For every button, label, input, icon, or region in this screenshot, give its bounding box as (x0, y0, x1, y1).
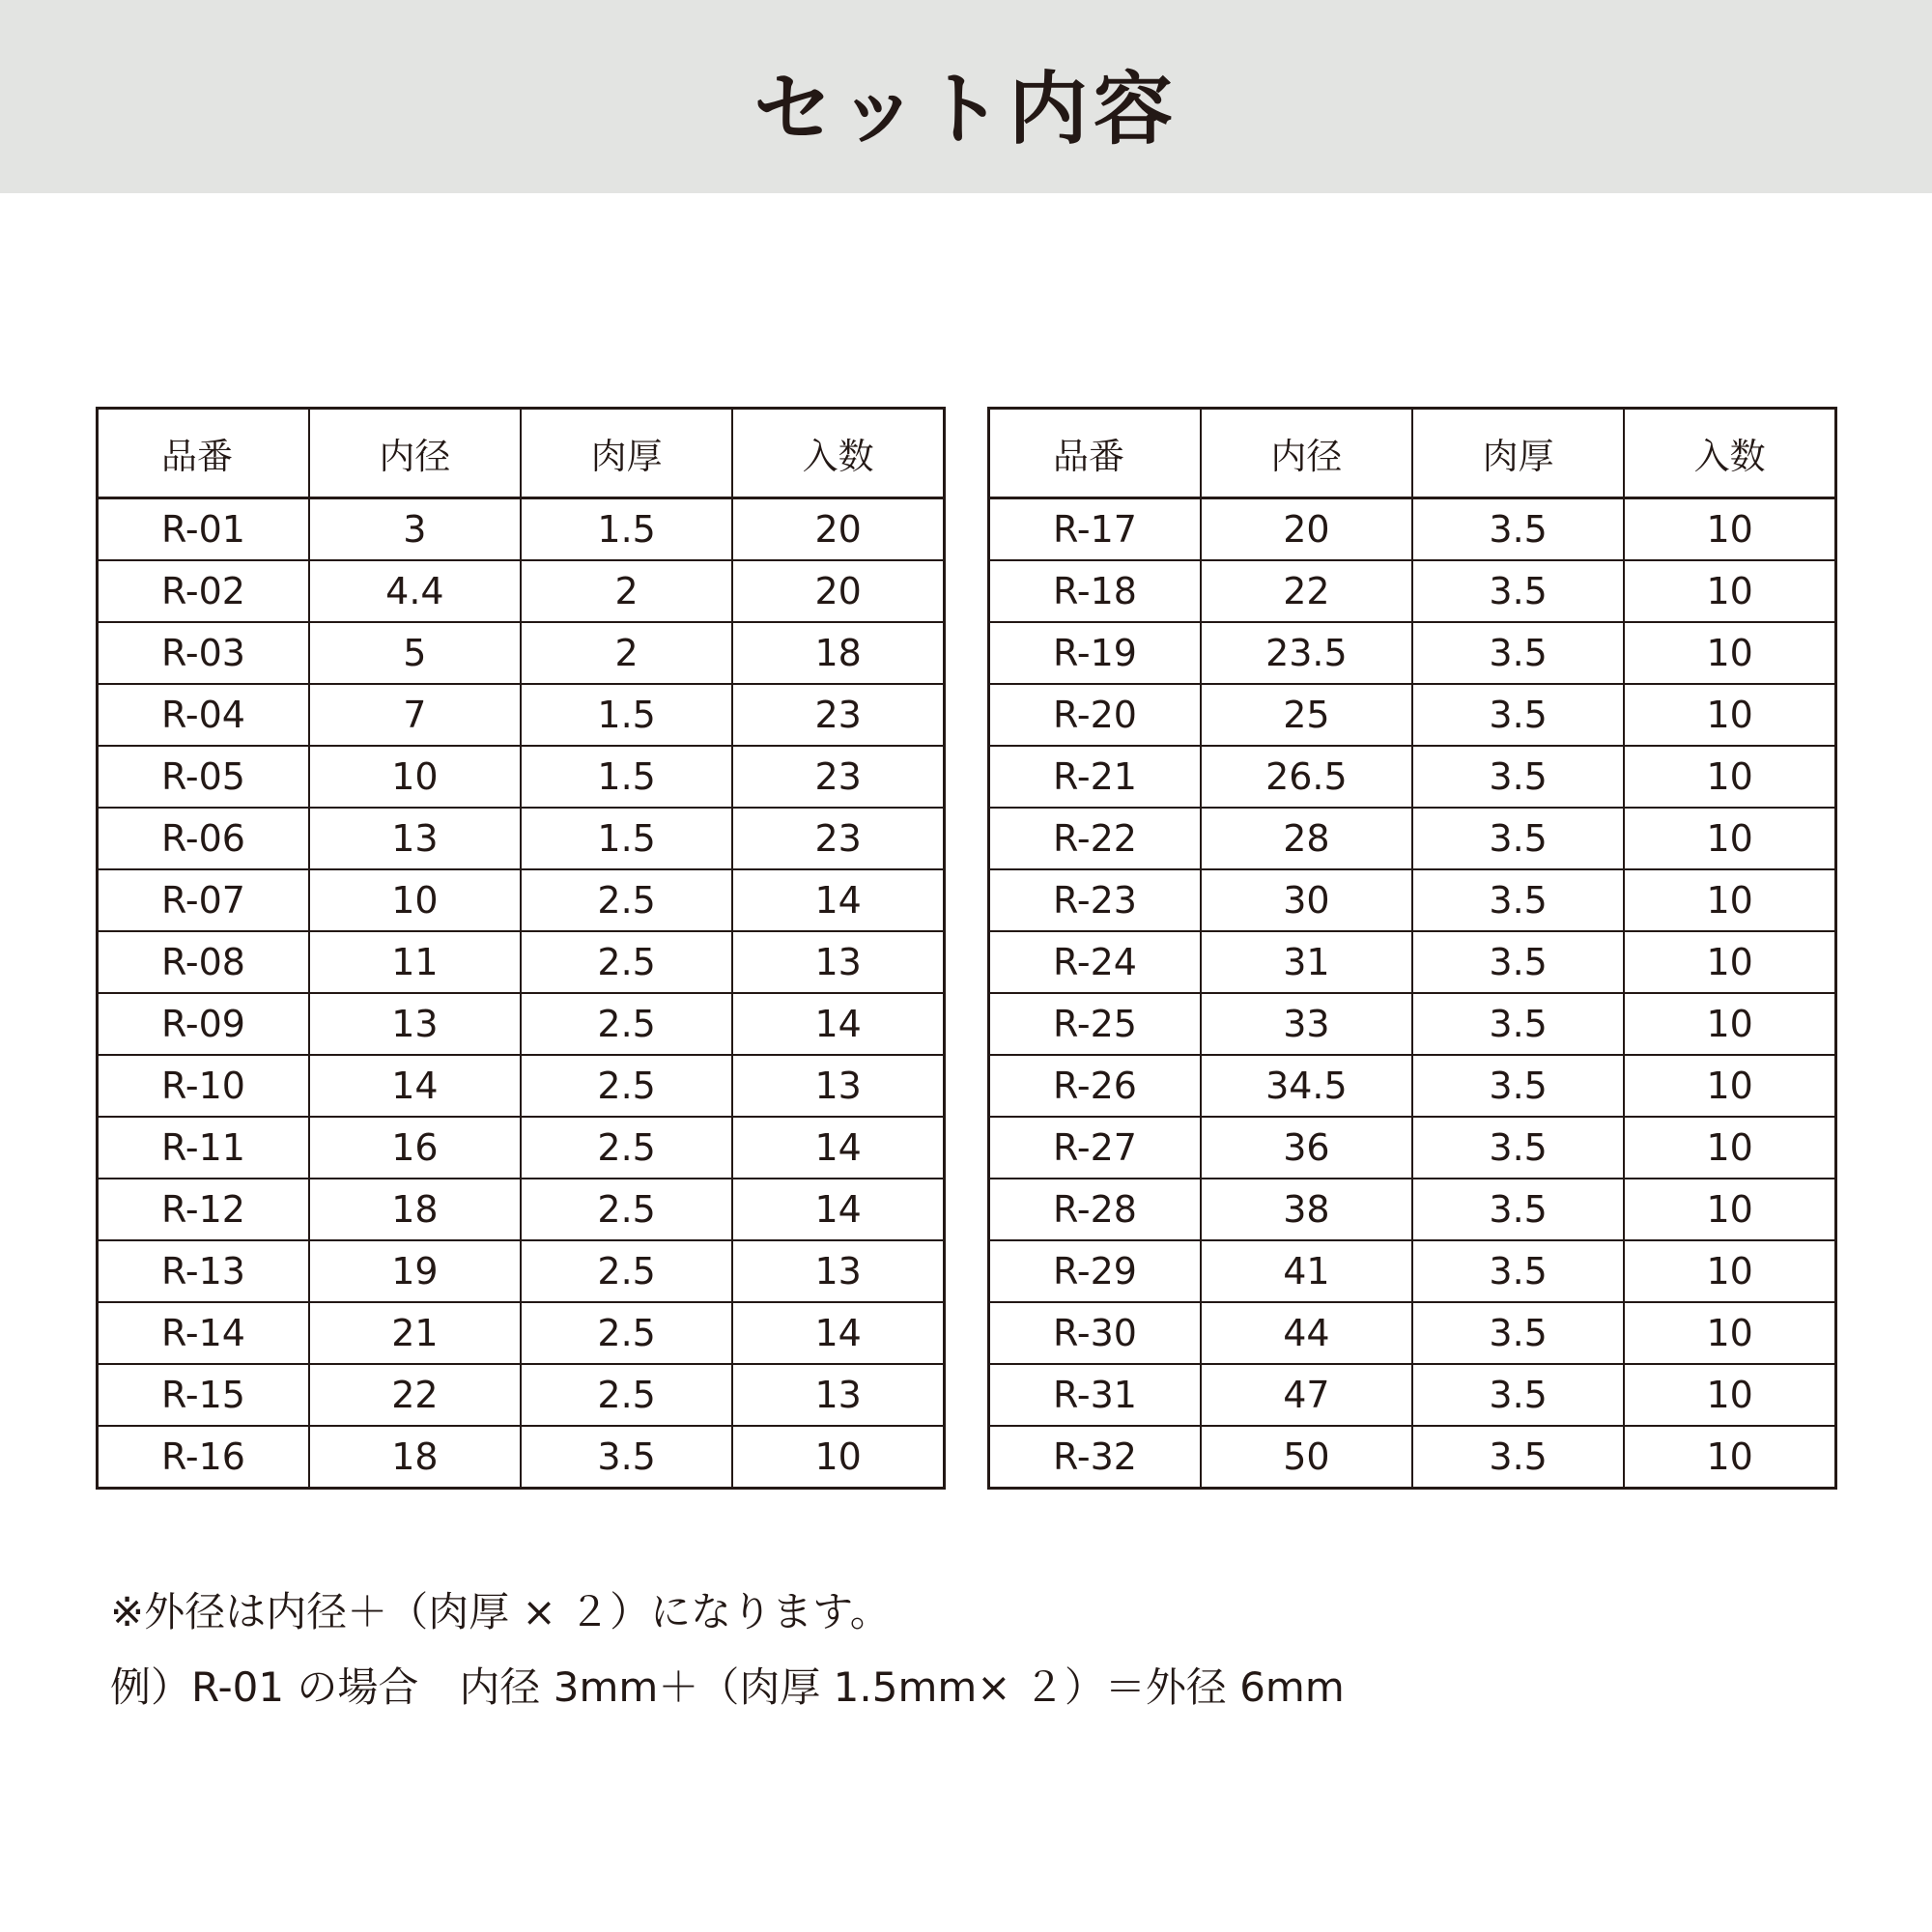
cell-quantity: 14 (732, 1117, 944, 1179)
cell-part-number: R-14 (98, 1302, 309, 1364)
cell-thickness: 1.5 (521, 746, 732, 808)
cell-thickness: 3.5 (1412, 1364, 1624, 1426)
cell-inner-diameter: 44 (1201, 1302, 1412, 1364)
table-header-row (98, 409, 945, 498)
cell-quantity: 10 (1624, 993, 1835, 1055)
cell-quantity: 10 (1624, 684, 1835, 746)
cell-thickness: 3.5 (1412, 1055, 1624, 1117)
cell-inner-diameter: 10 (309, 869, 521, 931)
cell-thickness: 3.5 (1412, 1117, 1624, 1179)
cell-thickness: 3.5 (1412, 869, 1624, 931)
table-row (989, 560, 1836, 622)
cell-inner-diameter: 10 (309, 746, 521, 808)
note-outer-diameter-formula: ※外径は内径＋（肉厚 × ２）になります。 (110, 1588, 891, 1635)
cell-thickness: 2.5 (521, 931, 732, 993)
page-title: セット内容 (753, 63, 1179, 156)
cell-thickness: 3.5 (1412, 1302, 1624, 1364)
cell-quantity: 14 (732, 993, 944, 1055)
cell-part-number: R-32 (989, 1426, 1201, 1489)
cell-inner-diameter: 13 (309, 808, 521, 869)
cell-part-number: R-18 (989, 560, 1201, 622)
table-row (98, 622, 945, 684)
table-header-row (989, 409, 1836, 498)
cell-quantity: 10 (1624, 1302, 1835, 1364)
cell-part-number: R-22 (989, 808, 1201, 869)
table-row (98, 560, 945, 622)
cell-part-number: R-02 (98, 560, 309, 622)
cell-inner-diameter: 41 (1201, 1240, 1412, 1302)
cell-thickness: 3.5 (1412, 1426, 1624, 1489)
table-row (98, 1426, 945, 1489)
cell-inner-diameter: 18 (309, 1426, 521, 1489)
cell-quantity: 13 (732, 931, 944, 993)
cell-quantity: 10 (1624, 1426, 1835, 1489)
cell-quantity: 10 (732, 1426, 944, 1489)
cell-inner-diameter: 50 (1201, 1426, 1412, 1489)
cell-quantity: 20 (732, 498, 944, 561)
table-row (989, 622, 1836, 684)
cell-part-number: R-13 (98, 1240, 309, 1302)
cell-inner-diameter: 4.4 (309, 560, 521, 622)
table-row (98, 746, 945, 808)
cell-quantity: 18 (732, 622, 944, 684)
cell-inner-diameter: 26.5 (1201, 746, 1412, 808)
cell-thickness: 3.5 (1412, 560, 1624, 622)
table-row (989, 1364, 1836, 1426)
cell-quantity: 13 (732, 1240, 944, 1302)
cell-part-number: R-19 (989, 622, 1201, 684)
cell-thickness: 1.5 (521, 808, 732, 869)
cell-part-number: R-24 (989, 931, 1201, 993)
cell-part-number: R-05 (98, 746, 309, 808)
cell-part-number: R-25 (989, 993, 1201, 1055)
column-header-quantity: 入数 (732, 409, 944, 498)
table-body-left (98, 498, 945, 1489)
cell-inner-diameter: 18 (309, 1179, 521, 1240)
cell-part-number: R-12 (98, 1179, 309, 1240)
cell-quantity: 10 (1624, 869, 1835, 931)
table-row (98, 498, 945, 561)
cell-part-number: R-17 (989, 498, 1201, 561)
cell-part-number: R-27 (989, 1117, 1201, 1179)
cell-quantity: 10 (1624, 1055, 1835, 1117)
cell-thickness: 1.5 (521, 498, 732, 561)
cell-quantity: 10 (1624, 622, 1835, 684)
table-row (98, 869, 945, 931)
cell-inner-diameter: 30 (1201, 869, 1412, 931)
cell-thickness: 3.5 (1412, 931, 1624, 993)
cell-part-number: R-11 (98, 1117, 309, 1179)
cell-part-number: R-30 (989, 1302, 1201, 1364)
column-header-thickness: 肉厚 (1412, 409, 1624, 498)
cell-thickness: 2.5 (521, 993, 732, 1055)
cell-quantity: 14 (732, 1179, 944, 1240)
cell-quantity: 10 (1624, 560, 1835, 622)
table-row (989, 808, 1836, 869)
table-row (989, 1302, 1836, 1364)
table-row (98, 1179, 945, 1240)
cell-part-number: R-21 (989, 746, 1201, 808)
cell-quantity: 14 (732, 1302, 944, 1364)
cell-inner-diameter: 36 (1201, 1117, 1412, 1179)
cell-inner-diameter: 47 (1201, 1364, 1412, 1426)
cell-quantity: 23 (732, 684, 944, 746)
cell-quantity: 10 (1624, 1364, 1835, 1426)
table-row (989, 1426, 1836, 1489)
cell-inner-diameter: 34.5 (1201, 1055, 1412, 1117)
header-banner (0, 0, 1932, 193)
cell-thickness: 2.5 (521, 1302, 732, 1364)
cell-quantity: 10 (1624, 498, 1835, 561)
spec-table-left (96, 407, 946, 1490)
table-row (98, 1240, 945, 1302)
table-row (98, 931, 945, 993)
table-row (98, 1117, 945, 1179)
cell-quantity: 10 (1624, 1179, 1835, 1240)
column-header-inner-diameter: 内径 (309, 409, 521, 498)
cell-thickness: 2.5 (521, 1055, 732, 1117)
cell-quantity: 10 (1624, 1240, 1835, 1302)
cell-thickness: 3.5 (1412, 684, 1624, 746)
table-row (98, 684, 945, 746)
cell-thickness: 2.5 (521, 1240, 732, 1302)
cell-inner-diameter: 25 (1201, 684, 1412, 746)
cell-thickness: 3.5 (521, 1426, 732, 1489)
table-row (989, 1240, 1836, 1302)
cell-quantity: 23 (732, 808, 944, 869)
cell-inner-diameter: 19 (309, 1240, 521, 1302)
cell-thickness: 2 (521, 560, 732, 622)
cell-part-number: R-09 (98, 993, 309, 1055)
cell-part-number: R-01 (98, 498, 309, 561)
cell-part-number: R-16 (98, 1426, 309, 1489)
column-header-thickness: 肉厚 (521, 409, 732, 498)
cell-thickness: 3.5 (1412, 808, 1624, 869)
cell-thickness: 3.5 (1412, 1240, 1624, 1302)
cell-inner-diameter: 7 (309, 684, 521, 746)
notes-section (110, 1575, 1849, 1725)
cell-inner-diameter: 14 (309, 1055, 521, 1117)
table-row (98, 1302, 945, 1364)
cell-inner-diameter: 20 (1201, 498, 1412, 561)
cell-part-number: R-03 (98, 622, 309, 684)
cell-thickness: 2.5 (521, 1364, 732, 1426)
table-row (989, 993, 1836, 1055)
cell-inner-diameter: 38 (1201, 1179, 1412, 1240)
table-row (989, 1179, 1836, 1240)
table-row (989, 498, 1836, 561)
cell-part-number: R-20 (989, 684, 1201, 746)
cell-inner-diameter: 22 (309, 1364, 521, 1426)
table-row (98, 1364, 945, 1426)
cell-inner-diameter: 5 (309, 622, 521, 684)
cell-part-number: R-04 (98, 684, 309, 746)
cell-part-number: R-31 (989, 1364, 1201, 1426)
cell-inner-diameter: 33 (1201, 993, 1412, 1055)
cell-thickness: 3.5 (1412, 746, 1624, 808)
spec-table-right (987, 407, 1837, 1490)
table-row (989, 684, 1836, 746)
cell-part-number: R-07 (98, 869, 309, 931)
cell-part-number: R-10 (98, 1055, 309, 1117)
cell-part-number: R-06 (98, 808, 309, 869)
note-example: 例）R-01 の場合 内径 3mm＋（肉厚 1.5mm× ２）＝外径 6mm (110, 1663, 1345, 1711)
cell-thickness: 3.5 (1412, 622, 1624, 684)
cell-thickness: 2.5 (521, 1117, 732, 1179)
cell-part-number: R-29 (989, 1240, 1201, 1302)
cell-quantity: 14 (732, 869, 944, 931)
table-row (98, 1055, 945, 1117)
cell-thickness: 3.5 (1412, 498, 1624, 561)
cell-part-number: R-26 (989, 1055, 1201, 1117)
cell-thickness: 3.5 (1412, 1179, 1624, 1240)
cell-part-number: R-23 (989, 869, 1201, 931)
cell-quantity: 10 (1624, 808, 1835, 869)
cell-quantity: 13 (732, 1364, 944, 1426)
cell-quantity: 10 (1624, 931, 1835, 993)
cell-quantity: 23 (732, 746, 944, 808)
cell-inner-diameter: 31 (1201, 931, 1412, 993)
cell-quantity: 13 (732, 1055, 944, 1117)
cell-quantity: 20 (732, 560, 944, 622)
cell-inner-diameter: 21 (309, 1302, 521, 1364)
table-row (989, 746, 1836, 808)
cell-part-number: R-08 (98, 931, 309, 993)
cell-thickness: 2.5 (521, 1179, 732, 1240)
cell-inner-diameter: 13 (309, 993, 521, 1055)
cell-thickness: 2 (521, 622, 732, 684)
column-header-part-number: 品番 (98, 409, 309, 498)
cell-inner-diameter: 16 (309, 1117, 521, 1179)
table-body-right (989, 498, 1836, 1489)
table-row (989, 1117, 1836, 1179)
cell-inner-diameter: 22 (1201, 560, 1412, 622)
cell-thickness: 3.5 (1412, 993, 1624, 1055)
cell-inner-diameter: 3 (309, 498, 521, 561)
table-row (98, 993, 945, 1055)
table-row (989, 931, 1836, 993)
cell-quantity: 10 (1624, 1117, 1835, 1179)
cell-inner-diameter: 23.5 (1201, 622, 1412, 684)
cell-thickness: 1.5 (521, 684, 732, 746)
table-row (989, 1055, 1836, 1117)
cell-part-number: R-28 (989, 1179, 1201, 1240)
cell-inner-diameter: 11 (309, 931, 521, 993)
column-header-quantity: 入数 (1624, 409, 1835, 498)
column-header-part-number: 品番 (989, 409, 1201, 498)
cell-part-number: R-15 (98, 1364, 309, 1426)
cell-inner-diameter: 28 (1201, 808, 1412, 869)
column-header-inner-diameter: 内径 (1201, 409, 1412, 498)
cell-quantity: 10 (1624, 746, 1835, 808)
cell-thickness: 2.5 (521, 869, 732, 931)
table-row (989, 869, 1836, 931)
table-row (98, 808, 945, 869)
